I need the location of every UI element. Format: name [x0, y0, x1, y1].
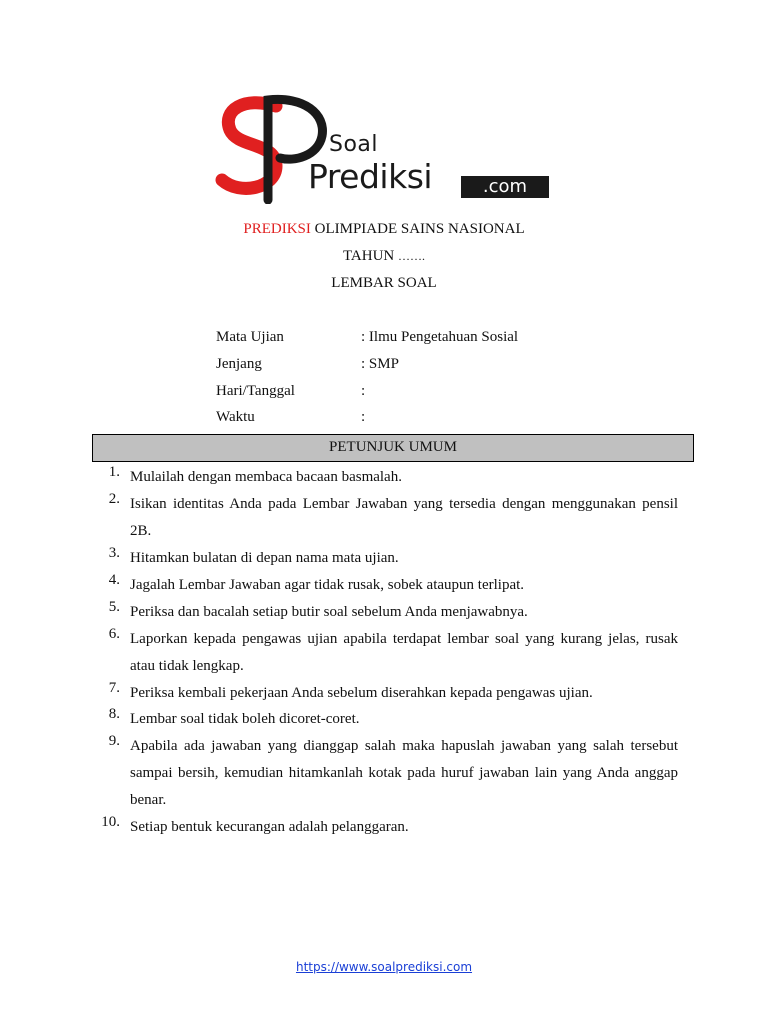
meta-value-subject: : Ilmu Pengetahuan Sosial — [361, 329, 519, 345]
meta-value-time: : — [361, 409, 366, 425]
list-number: 1. — [108, 464, 120, 480]
list-number: 3. — [108, 545, 120, 561]
list-text: Apabila ada jawaban yang dianggap salah maka hapuslah jawaban yang salah tersebut — [130, 738, 678, 754]
list-text: Isikan identitas Anda pada Lembar Jawaban yang tersedia dengan menggunakan pensil — [130, 496, 678, 512]
meta-value-level: : SMP — [361, 356, 399, 372]
title-rest: OLIMPIADE SAINS NASIONAL — [310, 221, 525, 237]
list-text: Lembar soal tidak boleh dicoret-coret. — [130, 711, 360, 727]
list-text: Jagalah Lembar Jawaban agar tidak rusak, sobek ataupun terlipat. — [130, 577, 525, 593]
section-header-bar: PETUNJUK UMUM — [92, 434, 694, 462]
list-number: 2. — [108, 491, 120, 507]
list-text: atau tidak lengkap. — [130, 658, 244, 674]
doc-year — [0, 248, 768, 265]
meta-label-level: Jenjang — [216, 356, 262, 372]
list-text: Mulailah dengan membaca bacaan basmalah. — [130, 469, 402, 485]
meta-label-subject: Mata Ujian — [216, 329, 284, 345]
list-text: Periksa kembali pekerjaan Anda sebelum diserahkan kepada pengawas ujian. — [130, 685, 593, 701]
list-text: Hitamkan bulatan di depan nama mata ujian. — [130, 550, 399, 566]
list-number: 10. — [101, 814, 120, 830]
list-text: Laporkan kepada pengawas ujian apabila terdapat lembar soal yang kurang jelas, rusak — [130, 631, 678, 647]
list-text: benar. — [130, 792, 167, 808]
list-text: Periksa dan bacalah setiap butir soal sebelum Anda menjawabnya. — [130, 604, 528, 620]
meta-label-date: Hari/Tanggal — [216, 383, 295, 399]
logo-prediksi-text: Prediksi — [308, 157, 433, 196]
footer — [0, 960, 768, 974]
year-label: TAHUN — [342, 248, 395, 264]
list-number: 6. — [108, 626, 120, 642]
list-text: 2B. — [130, 523, 152, 539]
title-red-word: PREDIKSI — [243, 221, 311, 237]
list-text: sampai bersih, kemudian hitamkanlah kotak pada huruf jawaban lain yang Anda anggap — [130, 765, 678, 781]
meta-value-date: : — [361, 383, 366, 399]
site-logo — [214, 92, 554, 204]
doc-subtitle: LEMBAR SOAL — [331, 275, 437, 291]
website-link[interactable]: https://www.soalprediksi.com — [295, 960, 473, 974]
meta-label-time: Waktu — [216, 409, 255, 425]
logo-com-badge: .com — [461, 176, 549, 198]
list-number: 4. — [108, 572, 120, 588]
list-text: Setiap bentuk kecurangan adalah pelanggaran. — [130, 819, 409, 835]
logo-soal-text: Soal — [329, 132, 379, 157]
year-dots: ……. — [398, 249, 426, 263]
list-number: 9. — [108, 733, 120, 749]
list-number: 7. — [108, 680, 120, 696]
doc-title — [0, 221, 768, 238]
list-number: 8. — [108, 706, 120, 722]
list-number: 5. — [108, 599, 120, 615]
